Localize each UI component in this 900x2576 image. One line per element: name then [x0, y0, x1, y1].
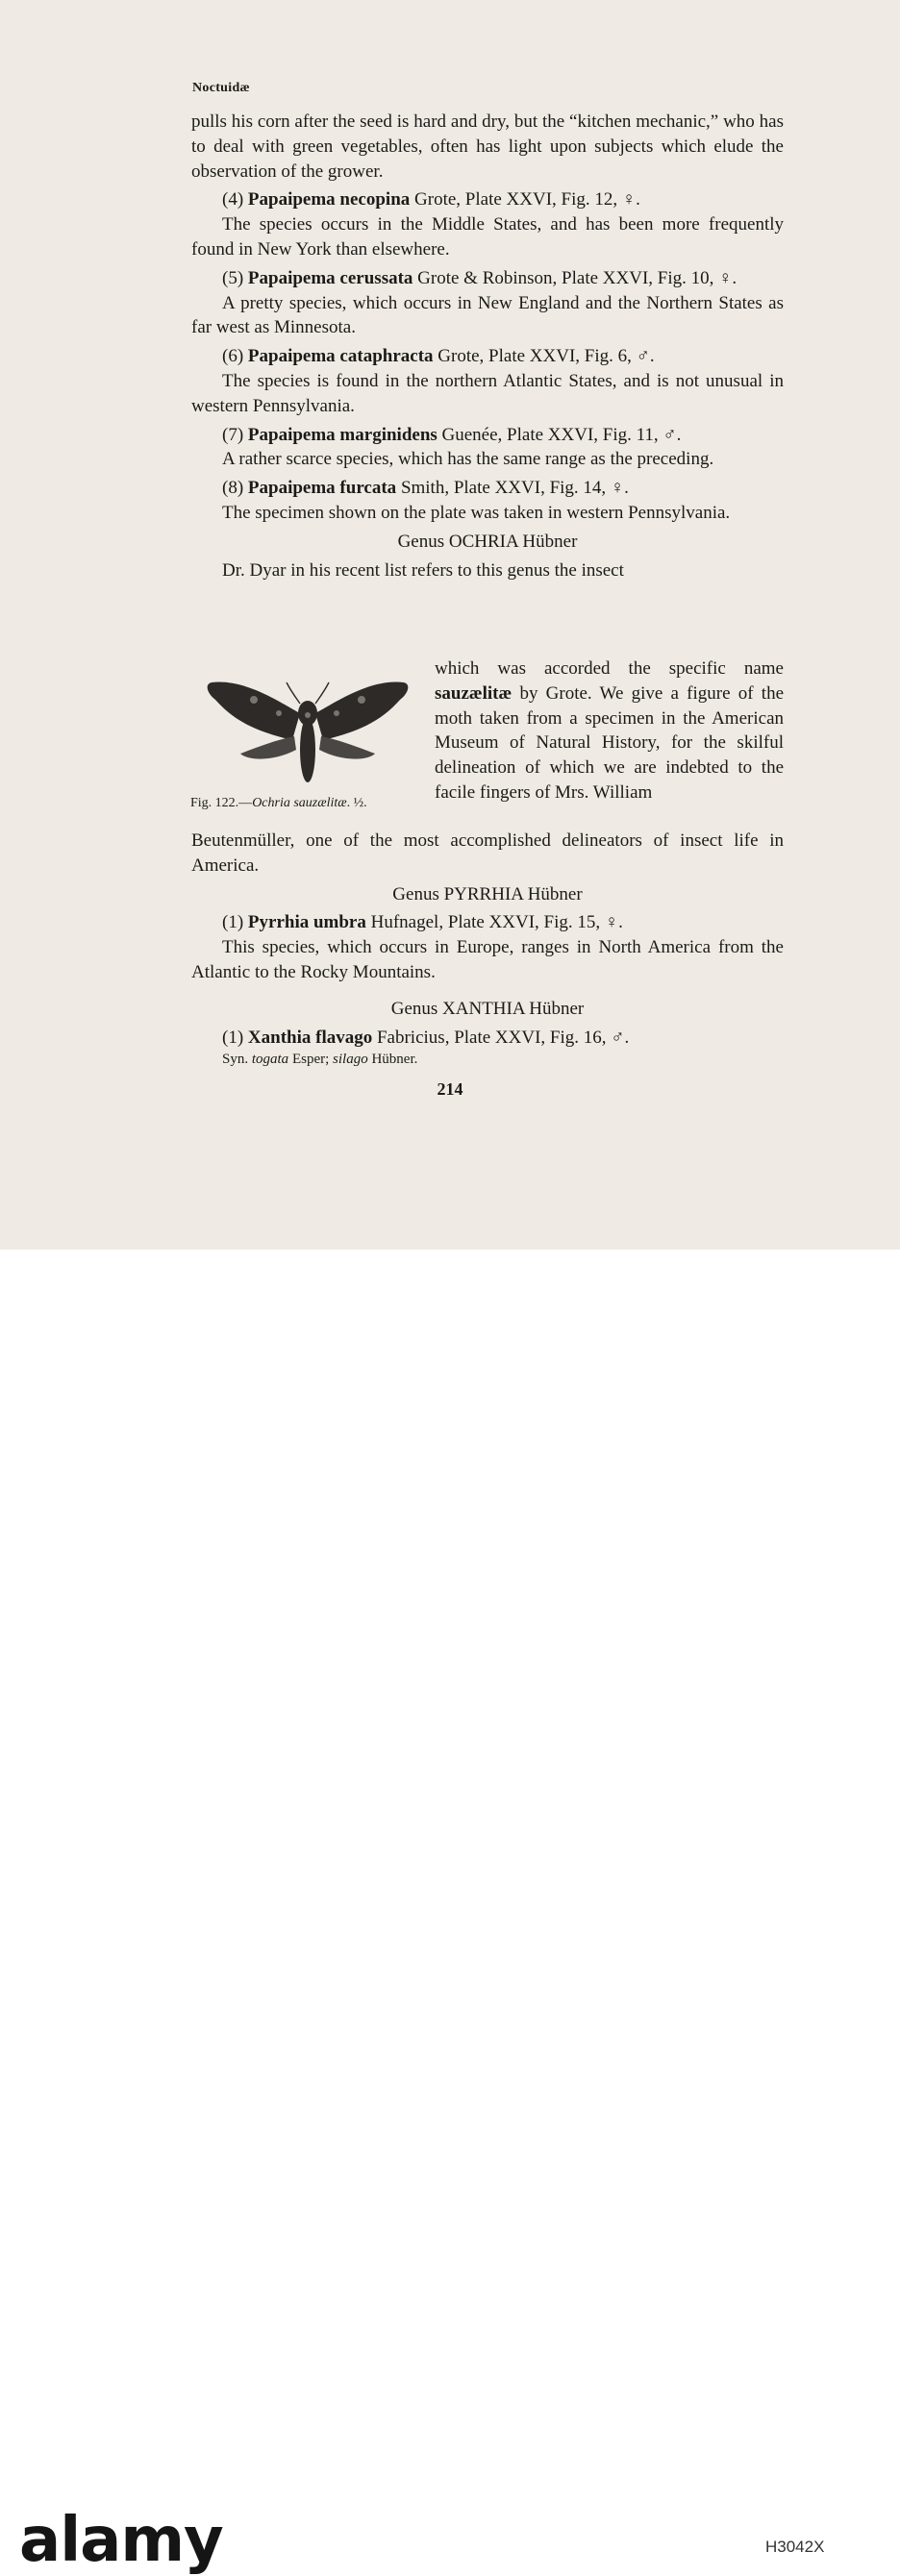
- desc-7: A rather scarce species, which has the same range as the preceding.: [222, 449, 714, 470]
- desc-6: The species is found in the northern Atlantic States, and is not unusual in western Pennsylvania.: [191, 370, 784, 416]
- text-block-bottom: [191, 829, 784, 1069]
- alamy-logo: alamy: [19, 2505, 223, 2576]
- watermark-banner: [0, 1250, 900, 2576]
- desc-4: The species occurs in the Middle States, and has been more frequently found in New York than elsewhere.: [191, 214, 784, 260]
- page-number: 214: [437, 1079, 463, 1099]
- entry-7: (7) Papaipema marginidens Guenée, Plate XXVI, Fig. 11, ♂.: [222, 424, 682, 445]
- entry-6: (6) Papaipema cataphracta Grote, Plate XXVI, Fig. 6, ♂.: [222, 346, 655, 367]
- genus-heading-ochria: Genus OCHRIA Hübner: [397, 531, 578, 552]
- stock-image-id: H3042X: [765, 2538, 825, 2556]
- desc-5: A pretty species, which occurs in New England and the Northern States as far west as Minnesota.: [191, 292, 784, 338]
- desc-pyrrhia: This species, which occurs in Europe, ranges in North America from the Atlantic to the Rocky Mountains.: [191, 937, 784, 982]
- synonyms-line: Syn. togata Esper; silago Hübner.: [222, 1052, 418, 1068]
- entry-xanthia: (1) Xanthia flavago Fabricius, Plate XXVI, Fig. 16, ♂.: [222, 1027, 630, 1048]
- text-block-top: [191, 110, 784, 582]
- desc-8: The specimen shown on the plate was taken in western Pennsylvania.: [222, 502, 731, 523]
- genus-heading-pyrrhia: Genus PYRRHIA Hübner: [392, 883, 583, 904]
- genus-heading-xanthia: Genus XANTHIA Hübner: [390, 998, 585, 1019]
- ochria-side-text: which was accorded the specific name sauzælitæ by Grote. We give a figure of the moth taken from a specimen in the American Museum of Natural History, for the skilful delineation of which we are indebted to the facile fingers of Mrs. William: [435, 658, 784, 803]
- figure-caption: Fig. 122.—Ochria sauzælitæ. ½.: [190, 796, 367, 810]
- ochria-first-line: Dr. Dyar in his recent list refers to this genus the insect: [222, 559, 624, 581]
- running-header: Noctuidæ: [192, 81, 250, 95]
- entry-8: (8) Papaipema furcata Smith, Plate XXVI, Fig. 14, ♀.: [222, 478, 629, 499]
- ochria-tail: Beutenmüller, one of the most accomplished delineators of insect life in America.: [191, 830, 784, 876]
- entry-pyrrhia: (1) Pyrrhia umbra Hufnagel, Plate XXVI, Fig. 15, ♀.: [222, 912, 623, 933]
- entry-4: (4) Papaipema necopina Grote, Plate XXVI, Fig. 12, ♀.: [222, 189, 640, 211]
- book-page: [0, 0, 900, 1250]
- paragraph-intro: pulls his corn after the seed is hard and dry, but the “kitchen mechanic,” who has to deal with green vegetables, often has light upon subjects which elude the observation of the grower.: [191, 111, 784, 182]
- entry-5: (5) Papaipema cerussata Grote & Robinson, Plate XXVI, Fig. 10, ♀.: [222, 267, 738, 288]
